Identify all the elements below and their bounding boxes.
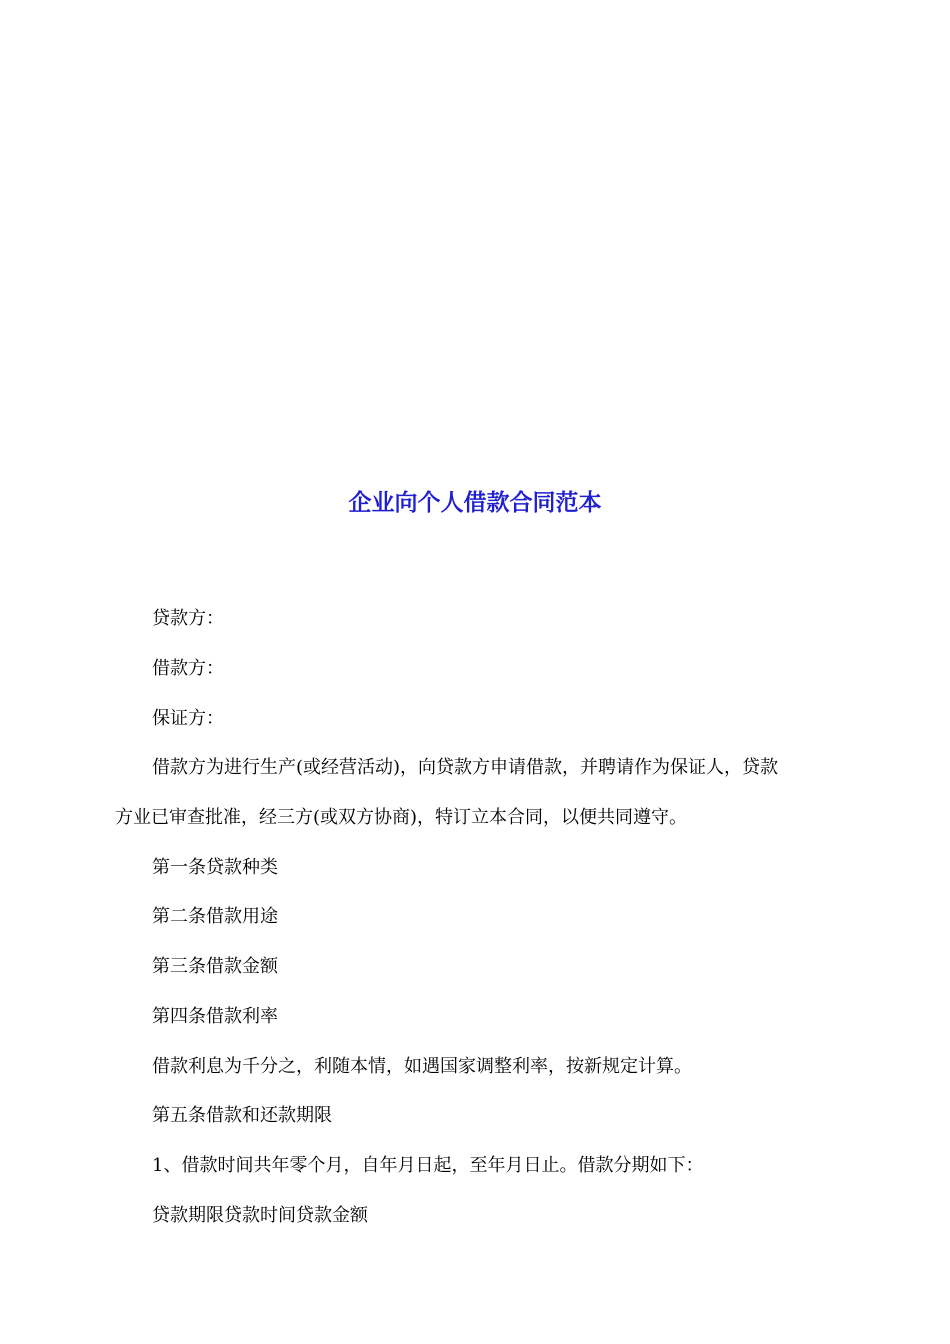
borrower-line: 借款方： <box>152 658 224 679</box>
intro-paragraph-line-1: 借款方为进行生产(或经营活动)，向贷款方申请借款，并聘请作为保证人，贷款 <box>152 757 779 778</box>
lender-line: 贷款方： <box>152 608 224 629</box>
loan-term-paragraph: 1、借款时间共年零个月，自年月日起，至年月日止。借款分期如下： <box>152 1155 704 1176</box>
article-1-heading: 第一条贷款种类 <box>152 857 278 878</box>
article-5-heading: 第五条借款和还款期限 <box>152 1105 332 1126</box>
loan-schedule-header: 贷款期限贷款时间贷款金额 <box>152 1205 368 1226</box>
document-title: 企业向个人借款合同范本 <box>348 489 602 516</box>
article-3-heading: 第三条借款金额 <box>152 956 278 977</box>
interest-rate-paragraph: 借款利息为千分之，利随本情，如遇国家调整利率，按新规定计算。 <box>152 1056 692 1077</box>
article-2-heading: 第二条借款用途 <box>152 906 278 927</box>
intro-paragraph-line-2: 方业已审查批准，经三方(或双方协商)，特订立本合同，以便共同遵守。 <box>115 807 688 828</box>
article-4-heading: 第四条借款利率 <box>152 1006 278 1027</box>
guarantor-line: 保证方： <box>152 708 224 729</box>
